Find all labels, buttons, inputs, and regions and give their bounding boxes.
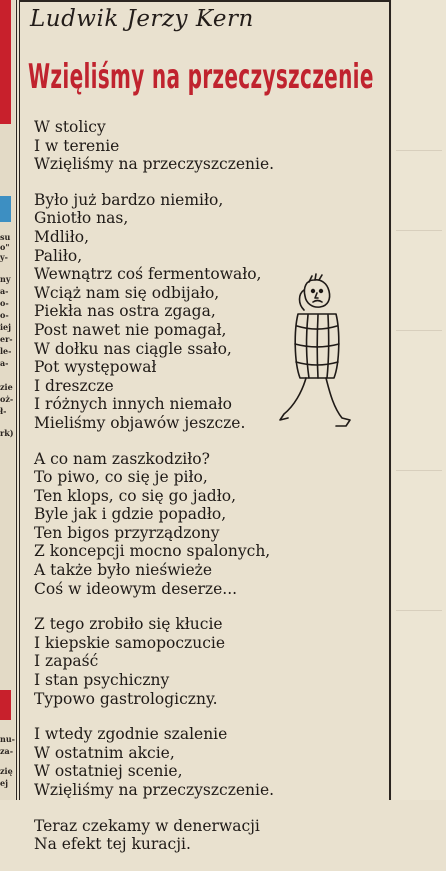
poem-line: W ostatniej scenie,: [34, 762, 183, 781]
neighbor-red-block-lower: [0, 690, 11, 720]
poem-line: Było już bardzo niemiło,: [34, 190, 224, 209]
poem-line: Wciąż nam się odbijało,: [34, 283, 220, 302]
bleed-through-line: [396, 150, 442, 151]
author-byline: Ludwik Jerzy Kern: [30, 6, 254, 32]
neighbor-fragment: o-: [0, 298, 9, 308]
poem-line: Mdliło,: [34, 227, 89, 246]
neighbor-fragment: rk): [0, 428, 14, 438]
poem-line: I stan psychiczny: [34, 671, 170, 690]
poem-line: Z tego zrobiło się kłucie: [34, 615, 223, 634]
neighbor-fragment: a-: [0, 358, 9, 368]
neighbor-fragment: su: [0, 232, 11, 242]
poem-stanza: [34, 450, 374, 599]
poem-line: A także było nieświeże: [34, 561, 213, 580]
neighbor-fragment: er-: [0, 334, 13, 344]
poem-line: I różnych innych niemało: [34, 395, 232, 414]
figure-eye: [320, 290, 323, 293]
bleed-through-line: [396, 330, 442, 331]
neighbor-fragment: za-: [0, 746, 14, 756]
poem-line: Byle jak i gdzie popadło,: [34, 505, 227, 524]
neighbor-fragment: iej: [0, 322, 12, 332]
figure-nose: [315, 293, 318, 298]
poem-line: Piekła nas ostra zgaga,: [34, 302, 216, 321]
figure-mouth: [313, 301, 322, 303]
poem-line: A co nam zaszkodziło?: [34, 449, 210, 468]
neighbor-fragment: zię: [0, 766, 13, 776]
poem-line: Wzięliśmy na przeczyszczenie.: [34, 781, 275, 799]
neighbor-fragment: y-: [0, 252, 8, 262]
barrel-stave: [317, 315, 318, 378]
bleed-through-line: [396, 230, 442, 231]
poem-body: [34, 118, 374, 871]
poem-line: I zapaść: [34, 652, 99, 671]
poem-stanza: [34, 817, 374, 854]
neighbor-fragment: a-: [0, 286, 9, 296]
poem-line: Z koncepcji mocno spalonych,: [34, 542, 271, 561]
neighbor-fragment: le-: [0, 346, 12, 356]
bleed-through-line: [396, 610, 442, 611]
figure-leg: [280, 378, 306, 420]
poem-line: I dreszcze: [34, 376, 114, 395]
poem-stanza: [34, 118, 374, 174]
neighbor-column-strip: [0, 0, 15, 800]
poem-line: Typowo gastrologiczny.: [34, 689, 218, 708]
neighbor-fragment: zie: [0, 382, 13, 392]
neighbor-fragment: ej: [0, 778, 8, 788]
poem-line: Teraz czekamy w denerwacji: [34, 816, 260, 835]
barrel-man-illustration: [276, 270, 356, 440]
poem-stanza: [34, 615, 374, 708]
figure-arm: [300, 290, 305, 310]
poem-line: I wtedy zgodnie szalenie: [34, 725, 228, 744]
figure-leg: [326, 378, 350, 426]
neighbor-fragment: ny: [0, 274, 11, 284]
bleed-through-line: [396, 470, 442, 471]
poem-stanza: [34, 725, 374, 799]
poem-line: To piwo, co się je piło,: [34, 468, 208, 487]
neighbor-blue-block: [0, 196, 11, 222]
neighbor-fragment: ł-: [0, 406, 7, 416]
poem-line: Wzięliśmy na przeczyszczenie.: [34, 155, 275, 174]
poem-line: W stolicy: [34, 118, 106, 136]
poem-line: Pot występował: [34, 358, 157, 377]
poem-line: W ostatnim akcie,: [34, 743, 175, 762]
poem-line: Coś w ideowym deserze...: [34, 579, 238, 598]
neighbor-fragment: o-: [0, 310, 9, 320]
neighbor-fragment: nu-: [0, 734, 15, 744]
poem-line: Gniotło nas,: [34, 209, 129, 228]
poem-line: Mieliśmy objawów jeszcze.: [34, 413, 246, 432]
adjacent-column-strip: [392, 0, 446, 800]
column-rule: [16, 0, 17, 800]
poem-line: I w terenie: [34, 136, 120, 155]
neighbor-fragment: oż-: [0, 394, 14, 404]
poem-line: Ten klops, co się go jadło,: [34, 486, 237, 505]
poem-line: Paliło,: [34, 246, 83, 265]
poem-line: Ten bigos przyrządzony: [34, 523, 220, 542]
figure-eye: [312, 290, 315, 293]
poem-line: W dołku nas ciągle ssało,: [34, 339, 232, 358]
neighbor-fragment: o": [0, 242, 10, 252]
poem-line: I kiepskie samopoczucie: [34, 633, 226, 652]
neighbor-red-block: [0, 0, 11, 124]
poem-title: Wzięliśmy na przeczyszczenie: [28, 57, 374, 97]
poem-line: Wewnątrz coś fermentowało,: [34, 265, 262, 284]
poem-line: Post nawet nie pomagał,: [34, 320, 227, 339]
poem-line: Na efekt tej kuracji.: [34, 835, 191, 854]
